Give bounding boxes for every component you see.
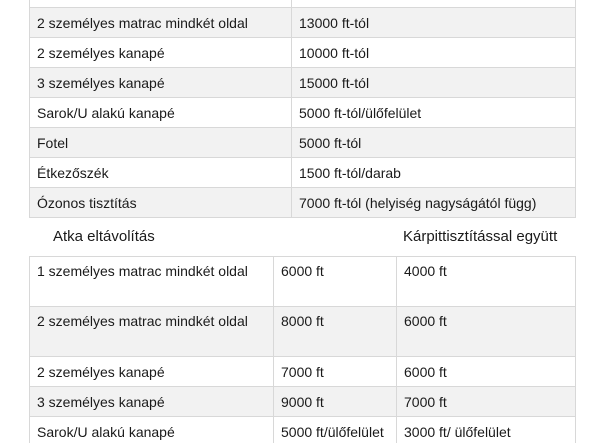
price-cell: 9000 ft [274,387,397,417]
table-row [30,158,576,188]
price-cell: 7000 ft [274,357,397,387]
table-row [30,38,576,68]
price-cell: 8000 ft [274,307,397,357]
price-cell: 5000 ft-tól [292,128,576,158]
price-cell: 13000 ft-tól [292,8,576,38]
price-cell: 1500 ft-tól/darab [292,158,576,188]
price-cell: 5000 ft-tól/ülőfelület [292,98,576,128]
table-row [30,417,576,443]
table-row [30,357,576,387]
item-cell [30,0,292,8]
combined-price-cell: 4000 ft [397,257,576,307]
mite-removal-header [29,221,575,252]
item-cell: Étkezőszék [30,158,292,188]
price-cell: 5000 ft/ülőfelület [274,417,397,443]
table-row [30,128,576,158]
item-cell: 2 személyes matrac mindkét oldal [30,307,274,357]
item-cell: Sarok/U alakú kanapé [30,98,292,128]
mite-removal-heading: Atka eltávolítás [29,221,395,252]
item-cell: Ózonos tisztítás [30,188,292,218]
item-cell: 2 személyes kanapé [30,38,292,68]
item-cell: 3 személyes kanapé [30,68,292,98]
item-cell: 3 személyes kanapé [30,387,274,417]
table-row [30,257,576,307]
price-cell: 10000 ft-tól [292,38,576,68]
table-row [30,387,576,417]
combined-price-cell: 6000 ft [397,307,576,357]
price-cell [292,0,576,8]
item-cell: Sarok/U alakú kanapé [30,417,274,443]
item-cell: Fotel [30,128,292,158]
price-cell: 15000 ft-tól [292,68,576,98]
item-cell: 2 személyes matrac mindkét oldal [30,8,292,38]
table-row [30,98,576,128]
item-cell: 1 személyes matrac mindkét oldal [30,257,274,307]
combined-price-cell: 6000 ft [397,357,576,387]
table-row [30,68,576,98]
price-cell: 6000 ft [274,257,397,307]
table-row [30,188,576,218]
combined-price-cell: 3000 ft/ ülőfelület [397,417,576,443]
price-cell: 7000 ft-tól (helyiség nagyságától függ) [292,188,576,218]
table-row [30,307,576,357]
table-row [30,0,576,8]
combined-price-cell: 7000 ft [397,387,576,417]
cleaning-price-table [29,0,576,218]
item-cell: 2 személyes kanapé [30,357,274,387]
table-row [30,8,576,38]
combined-cleaning-heading: Kárpittisztítással együtt [395,221,575,252]
mite-removal-table [29,256,576,443]
